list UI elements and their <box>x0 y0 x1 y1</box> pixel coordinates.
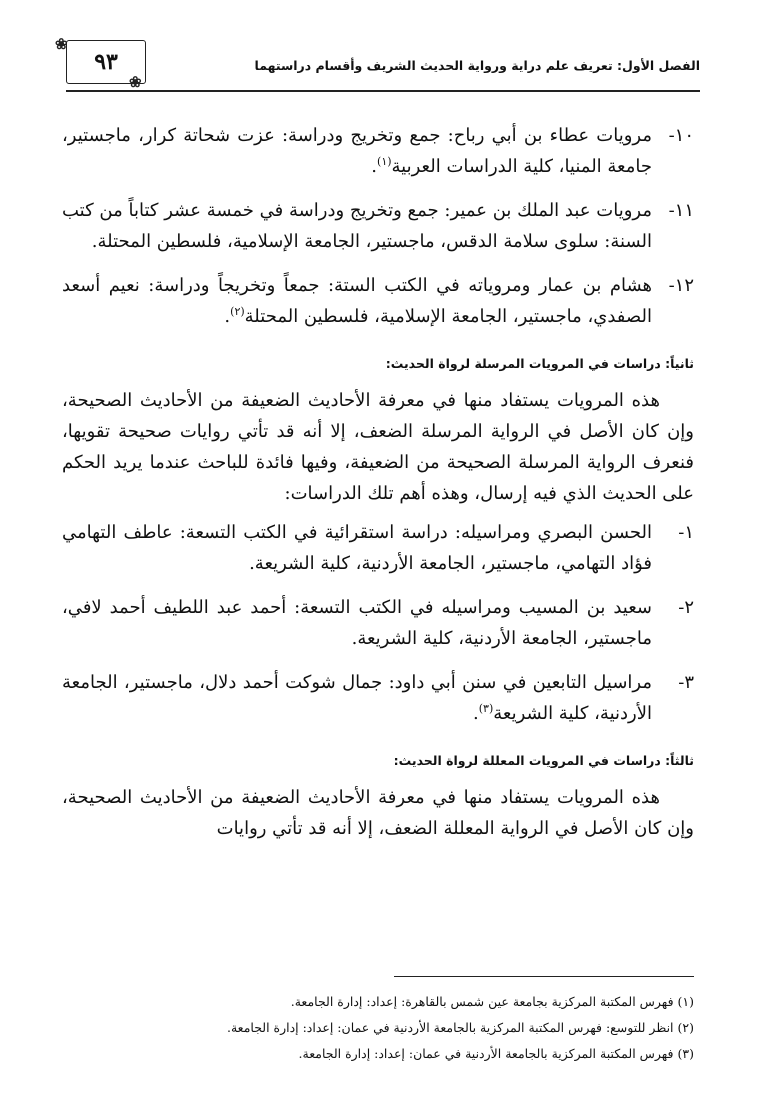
page-number-box <box>55 35 146 91</box>
footnote: (٣) فهرس المكتبة المركزية بالجامعة الأردنية في عمان: إعداد: إدارة الجامعة. <box>298 1046 694 1061</box>
item-text: مراسيل التابعين في سنن أبي داود: جمال شوكت أحمد دلال، ماجستير، الجامعة الأردنية، كلية الشريعة <box>62 672 652 724</box>
list-item <box>62 592 694 654</box>
footnote-ref: (١) <box>377 155 392 168</box>
footnotes <box>62 976 694 1067</box>
ornament-icon: ❀ <box>55 35 68 53</box>
running-header <box>55 35 700 92</box>
item-end: . <box>473 703 479 724</box>
footnote-rule <box>394 976 694 977</box>
header-rule <box>66 90 700 92</box>
page-body <box>62 120 694 852</box>
ornament-icon: ❀ <box>129 73 142 91</box>
item-text: مرويات عطاء بن أبي رباح: جمع وتخريج ودراسة: عزت شحاتة كرار، ماجستير، جامعة المنيا، كلية الدراسات العربية <box>62 125 652 177</box>
item-number: ١٠- <box>668 125 694 146</box>
item-number: ٣- <box>678 672 694 693</box>
footnote-ref: (٢) <box>230 305 245 318</box>
section-paragraph: هذه المرويات يستفاد منها في معرفة الأحاديث الضعيفة من الأحاديث الصحيحة، وإن كان الأصل في الرواية المرسلة الضعف، إلا أنه قد تأتي روايات صحيحة تقويها، فنعرف الرواية المرسلة الصحيحة من الضعيفة، وفيها فائدة للباحث عندما يريد الحكم على الحديث الذي فيه إرسال، وهذه أهم تلك الدراسات: <box>62 390 694 504</box>
item-number: ٢- <box>678 597 694 618</box>
footnote-ref: (٣) <box>478 702 494 715</box>
list-item <box>62 667 694 729</box>
item-number: ١١- <box>668 200 694 221</box>
list-item <box>62 517 694 579</box>
item-end: . <box>224 306 231 327</box>
item-number: ١٢- <box>668 275 694 296</box>
section-paragraph: هذه المرويات يستفاد منها في معرفة الأحاديث الضعيفة من الأحاديث الصحيحة، وإن كان الأصل في الرواية المعللة الضعف، إلا أنه قد تأتي روايات <box>62 787 694 839</box>
footnote: (٢) انظر للتوسع: فهرس المكتبة المركزية بالجامعة الأردنية في عمان: إعداد: إدارة الجامعة. <box>226 1020 694 1035</box>
list-item <box>62 120 694 182</box>
chapter-title: الفصل الأول: تعريف علم دراية ورواية الحديث الشريف وأقسام دراستهما <box>254 58 700 73</box>
footnote: (١) فهرس المكتبة المركزية بجامعة عين شمس بالقاهرة: إعداد: إدارة الجامعة. <box>290 994 694 1009</box>
list-item <box>62 195 694 257</box>
item-text: مرويات عبد الملك بن عمير: جمع وتخريج ودراسة في خمسة عشر كتاباً من كتب السنة: سلوى سلامة الدقس، ماجستير، الجامعة الإسلامية، فلسطين المحتلة. <box>62 200 652 252</box>
item-text: هشام بن عمار ومروياته في الكتب الستة: جمعاً وتخريجاً ودراسة: نعيم أسعد الصفدي، ماجستير، الجامعة الإسلامية، فلسطين المحتلة <box>62 275 652 327</box>
section-heading: ثانياً: دراسات في المرويات المرسلة لرواة الحديث: <box>385 356 694 371</box>
item-end: . <box>371 156 378 177</box>
page-number: ٩٣ <box>94 49 118 75</box>
item-text: الحسن البصري ومراسيله: دراسة استقرائية في الكتب التسعة: عاطف التهامي فؤاد التهامي، ماجستير، الجامعة الأردنية، كلية الشريعة. <box>62 522 652 574</box>
item-number: ١- <box>678 522 694 543</box>
section-heading: ثالثاً: دراسات في المرويات المعللة لرواة الحديث: <box>393 753 694 768</box>
list-item <box>62 270 694 332</box>
item-text: سعيد بن المسيب ومراسيله في الكتب التسعة: أحمد عبد اللطيف أحمد لافي، ماجستير، الجامعة الأردنية، كلية الشريعة. <box>62 597 652 649</box>
